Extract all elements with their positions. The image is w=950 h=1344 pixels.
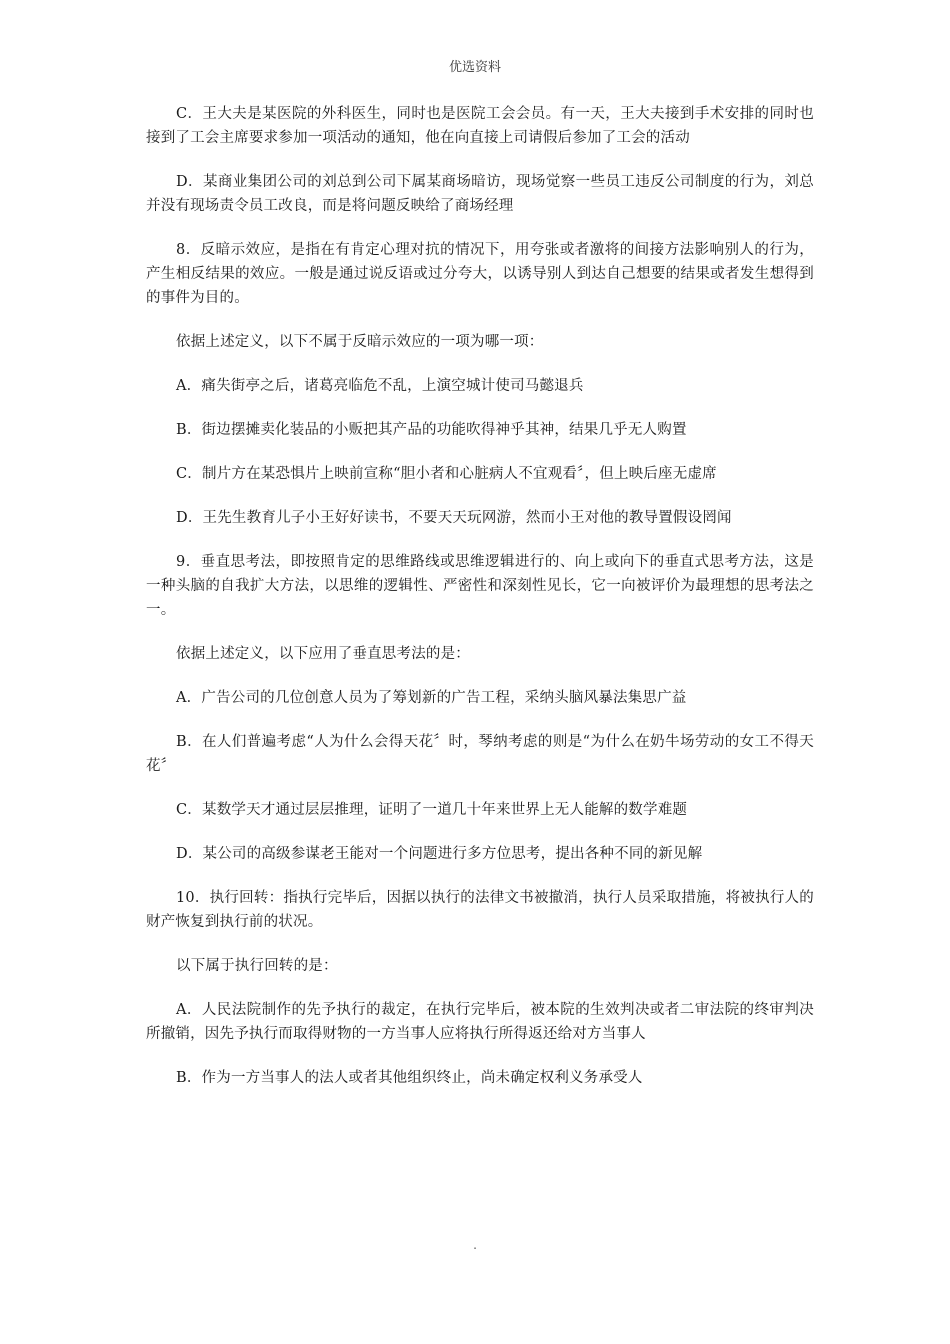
page-header: 优选资料 xyxy=(448,60,501,75)
paragraph-question-10-prompt: 以下属于执行回转的是： xyxy=(176,958,338,974)
paragraph-question-8-option-c: C．制片方在某恐惧片上映前宣称“胆小者和心脏病人不宜观看〞，但上映后座无虚席 xyxy=(176,466,717,482)
paragraph-question-8-option-b: B．街边摆摊卖化装品的小贩把其产品的功能吹得神乎其神，结果几乎无人购置 xyxy=(176,422,687,438)
page-footer-mark: . xyxy=(473,1238,477,1252)
paragraph-question-9: 9．垂直思考法，即按照肯定的思维路线或思维逻辑进行的、向上或向下的垂直式思考方法，这是一种头脑的自我扩大方法，以思维的逻辑性、严密性和深刻性见长，它一向被评价为最理想的思考法之一。 xyxy=(146,554,814,618)
paragraph-question-8-option-a: A．痛失街亭之后，诸葛亮临危不乱，上演空城计使司马懿退兵 xyxy=(176,378,584,394)
paragraph-question-8-prompt: 依据上述定义，以下不属于反暗示效应的一项为哪一项： xyxy=(176,334,544,350)
paragraph-question-9-option-d: D．某公司的高级参谋老王能对一个问题进行多方位思考，提出各种不同的新见解 xyxy=(176,846,703,862)
paragraph-option-c-doctor: C．王大夫是某医院的外科医生，同时也是医院工会会员。有一天，王大夫接到手术安排的同时也接到了工会主席要求参加一项活动的通知，他在向直接上司请假后参加了工会的活动 xyxy=(146,106,814,146)
paragraph-question-9-option-b: B．在人们普遍考虑“人为什么会得天花〞时，琴纳考虑的则是“为什么在奶牛场劳动的女工不得天花〞 xyxy=(146,734,814,774)
paragraph-question-9-prompt: 依据上述定义，以下应用了垂直思考法的是： xyxy=(176,646,470,662)
paragraph-question-9-option-c: C．某数学天才通过层层推理，证明了一道几十年来世界上无人能解的数学难题 xyxy=(176,802,688,818)
paragraph-question-10-option-a: A．人民法院制作的先予执行的裁定，在执行完毕后，被本院的生效判决或者二审法院的终审判决所撤销，因先予执行而取得财物的一方当事人应将执行所得返还给对方当事人 xyxy=(146,1002,814,1042)
document-body xyxy=(146,102,814,1110)
paragraph-question-10: 10．执行回转：指执行完毕后，因据以执行的法律文书被撤消，执行人员采取措施，将被执行人的财产恢复到执行前的状况。 xyxy=(146,890,814,930)
paragraph-question-8: 8．反暗示效应，是指在有肯定心理对抗的情况下，用夸张或者激将的间接方法影响别人的行为，产生相反结果的效应。一般是通过说反语或过分夸大，以诱导别人到达自己想要的结果或者发生想得到的事件为目的。 xyxy=(146,242,814,306)
paragraph-question-10-option-b: B．作为一方当事人的法人或者其他组织终止，尚未确定权利义务承受人 xyxy=(176,1070,643,1086)
paragraph-question-9-option-a: A．广告公司的几位创意人员为了筹划新的广告工程，采纳头脑风暴法集思广益 xyxy=(176,690,687,706)
paragraph-question-8-option-d: D．王先生教育儿子小王好好读书，不要天天玩网游，然而小王对他的教导置假设罔闻 xyxy=(176,510,732,526)
paragraph-option-d-manager: D．某商业集团公司的刘总到公司下属某商场暗访，现场觉察一些员工违反公司制度的行为，刘总并没有现场责令员工改良，而是将问题反映给了商场经理 xyxy=(146,174,814,214)
